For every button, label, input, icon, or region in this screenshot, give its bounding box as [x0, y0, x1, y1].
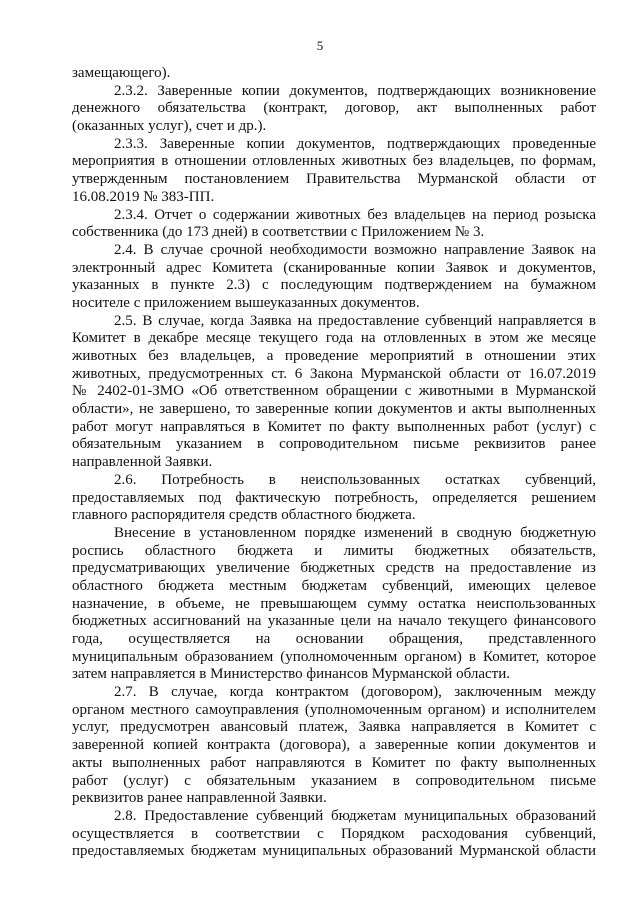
text-line: назначение, в объеме, не превышающем сумму остатка неиспользованных [72, 595, 596, 612]
document-body [72, 65, 596, 861]
text-line: собственника (до 173 дней) в соответствии с Приложением № 3. [72, 224, 485, 241]
text-line: 2.3.2. Заверенные копии документов, подтверждающих возникновение [114, 82, 596, 99]
text-line: замещающего). [72, 65, 171, 81]
text-line: года, осуществляется на основании обращения, представленного [72, 631, 596, 647]
text-line: обязательным указанием в сопроводительном письме реквизитов ранее [72, 436, 596, 453]
text-line: 2.8. Предоставление субвенций бюджетам муниципальных образований [114, 807, 596, 824]
text-line: осуществляется в соответствии с Порядком расходования субвенций, [72, 825, 596, 842]
text-line: работ (услуг) с обязательным указанием в сопроводительном письме [72, 772, 596, 789]
text-line: области», не завершено, то заверенные копии документов и акты выполненных [72, 401, 596, 418]
text-line: предоставляемых бюджетам муниципальных образований Мурманской области [72, 843, 596, 860]
text-line: 2.6. Потребность в неиспользованных остатках субвенций, [114, 471, 596, 488]
text-line: животных без владельцев, а проведение мероприятий в отношении этих [72, 348, 596, 364]
text-line: (оказанных услуг), счет и др.). [72, 118, 267, 135]
text-line: 2.3.4. Отчет о содержании животных без владельцев на период розыска [114, 206, 596, 223]
text-line: 2.5. В случае, когда Заявка на предоставление субвенций направляется в [114, 312, 596, 329]
text-line: 2.7. В случае, когда контрактом (договором), заключенным между [114, 684, 596, 701]
page-number: 5 [316, 38, 324, 53]
text-line: указанных в пункте 2.3) с последующим подтверждением на бумажном [72, 277, 596, 294]
text-line: роспись областного бюджета и лимиты бюджетных обязательств, [72, 542, 596, 559]
text-line: бюджетных ассигнований на указанные цели на начало текущего финансового [72, 613, 596, 630]
text-line: реквизитов ранее направленной Заявки. [72, 790, 327, 807]
text-line: денежного обязательства (контракт, договор, акт выполненных работ [72, 100, 596, 117]
text-line: акты выполненных работ направляются в Комитет по факту выполненных [72, 754, 596, 771]
text-line: электронный адрес Комитета (сканированные копии Заявок и документов, [72, 259, 596, 276]
text-line: направленной Заявки. [72, 454, 213, 471]
text-line: 2.3.3. Заверенные копии документов, подтверждающих проведенные [114, 135, 596, 152]
text-line: Комитет в декабре месяце текущего года на отловленных в этом же месяце [72, 330, 596, 347]
text-line: затем направляется в Министерство финансов Мурманской области. [72, 666, 510, 683]
text-line: заверенной копией контракта (договора), а заверенные копии документов и [72, 737, 596, 754]
text-line: № 2402-01-ЗМО «Об ответственном обращении с животными в Мурманской [72, 383, 596, 400]
text-line: органом местного самоуправления (уполномоченным органом) и исполнителем [72, 701, 596, 718]
text-line: предоставляемых под фактическую потребность, определяется решением [72, 489, 596, 506]
text-line: носителе с приложением вышеуказанных документов. [72, 294, 420, 311]
text-line: 2.4. В случае срочной необходимости возможно направление Заявок на [114, 241, 596, 258]
text-line: предусматривающих увеличение бюджетных средств на предоставление из [72, 560, 596, 577]
text-line: областного бюджета местным бюджетам субвенций, имеющих целевое [72, 577, 596, 594]
text-line: утвержденным постановлением Правительства Мурманской области от [72, 171, 596, 188]
text-line: работ могут направляться в Комитет по факту выполненных работ (услуг) с [72, 418, 596, 435]
text-line: животных, предусмотренных ст. 6 Закона Мурманской области от 16.07.2019 [72, 365, 596, 382]
text-line: Внесение в установленном порядке изменений в сводную бюджетную [114, 524, 596, 541]
text-line: 16.08.2019 № 383-ПП. [72, 188, 215, 205]
text-line: услуг, предусмотрен авансовый платеж, Заявка направляется в Комитет с [72, 719, 596, 736]
text-line: главного распорядителя средств областного бюджета. [72, 507, 416, 524]
text-line: мероприятия в отношении отловленных животных без владельцев, по формам, [72, 153, 596, 170]
text-line: муниципальным образованием (уполномоченным органом) в Комитет, которое [72, 648, 596, 665]
